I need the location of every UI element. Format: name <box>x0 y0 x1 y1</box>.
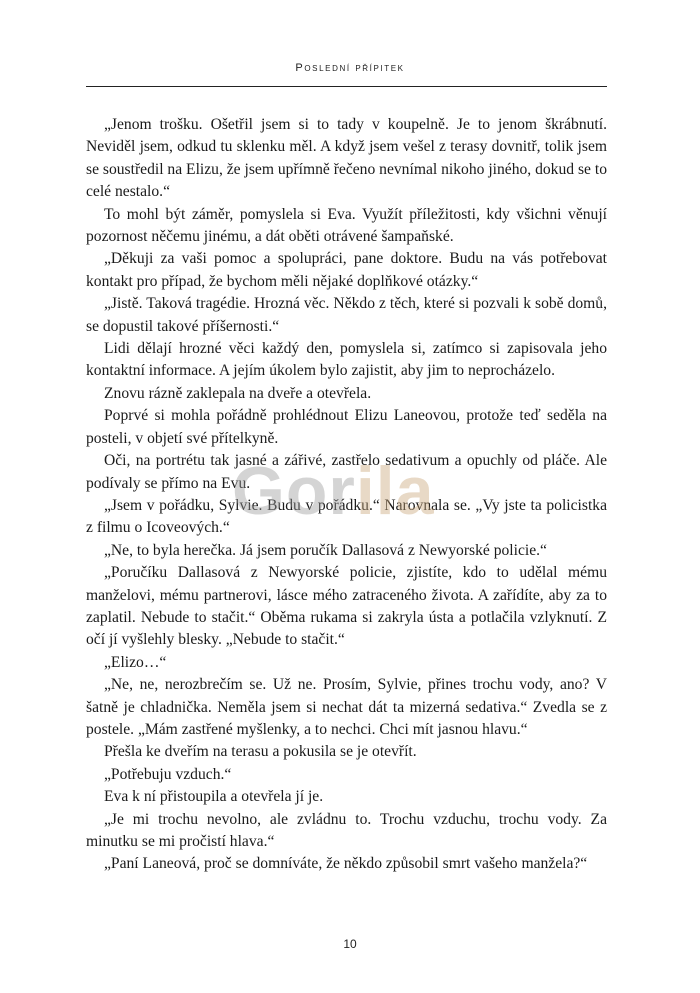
header-rule <box>86 86 607 87</box>
paragraph: „Jenom trošku. Ošetřil jsem si to tady v koupelně. Je to jenom škrábnutí. Neviděl jsem, odkud tu sklenku měl. A když jsem vešel z terasy dovnitř, tolik jsem se soustředil na Elizu, že jsem upřímně řečeno nevnímal nikoho jiného, dokud se to celé nestalo.“ <box>86 116 607 201</box>
paragraph: Oči, na portrétu tak jasné a zářivé, zastřelo sedativum a opuchly od pláče. Ale podívaly se přímo na Evu. <box>86 452 607 492</box>
paragraph: Poprvé si mohla pořádně prohlédnout Elizu Laneovou, protože teď seděla na posteli, v objetí své přítelkyně. <box>86 407 607 447</box>
watermark-part: ila <box>355 453 435 529</box>
paragraph: „Jistě. Taková tragédie. Hrozná věc. Někdo z těch, které si pozvali k sobě domů, se dopustil takové příšernosti.“ <box>86 295 607 335</box>
paragraph: „Jsem v pořádku, Sylvie. Budu v pořádku.“ Narovnala se. „Vy jste ta policistka z filmu o Icoveových.“ <box>86 496 607 537</box>
page-number: 10 <box>343 937 357 951</box>
paragraph: Přešla ke dveřím na terasu a pokusila se je otevřít. <box>104 743 417 761</box>
paragraph: Znovu rázně zaklepala na dveře a otevřela. <box>104 384 372 402</box>
paragraph: „Děkuji za vaši pomoc a spolupráci, pane doktore. Budu na vás potřebovat kontakt pro případ, že bychom měli nějaké doplňkové otázky.“ <box>86 250 607 290</box>
paragraph: „Ne, to byla herečka. Já jsem poručík Dallasová z Newyorské policie.“ <box>104 541 547 559</box>
paragraph: „Je mi trochu nevolno, ale zvládnu to. Trochu vzduchu, trochu vody. Za minutku se mi pročistí hlava.“ <box>86 810 607 850</box>
paragraph: Eva k ní přistoupila a otevřela jí je. <box>104 788 324 806</box>
paragraph: „Paní Laneová, proč se domníváte, že někdo způsobil smrt vašeho manžela?“ <box>104 855 588 873</box>
paragraph: „Elizo…“ <box>104 653 167 671</box>
running-title: Poslední přípitek <box>295 62 405 74</box>
body-text <box>86 114 607 876</box>
paragraph: Lidi dělají hrozné věci každý den, pomyslela si, zatímco si zapisovala jeho kontaktní informace. A jejím úkolem bylo zajistit, aby jim to neprocházelo. <box>86 340 607 380</box>
paragraph: „Poručíku Dallasová z Newyorské policie, zjistíte, kdo to udělal mému manželovi, mému partnerovi, lásce mého zatraceného života. A zařídíte, aby za to zaplatil. Nebude to stačit.“ Oběma rukama si zakryla ústa a potlačila vzlyknutí. Z očí jí vyšlehly blesky. „Nebude to stačit.“ <box>86 564 607 649</box>
paragraph: To mohl být záměr, pomyslela si Eva. Využít příležitosti, kdy všichni věnují pozornost něčemu jinému, a dát oběti otrávené šampaňské. <box>86 205 607 246</box>
paragraph: „Ne, ne, nerozbrečím se. Už ne. Prosím, Sylvie, přines trochu vody, ano? V šatně je chladnička. Neměla jsem si nechat dát ta mizerná sedativa.“ Zvedla se z postele. „Mám zastřené myšlenky, a to nechci. Chci mít jasnou hlavu.“ <box>86 676 607 738</box>
watermark-part: Gor <box>232 453 356 529</box>
paragraph: „Potřebuju vzduch.“ <box>104 765 232 783</box>
